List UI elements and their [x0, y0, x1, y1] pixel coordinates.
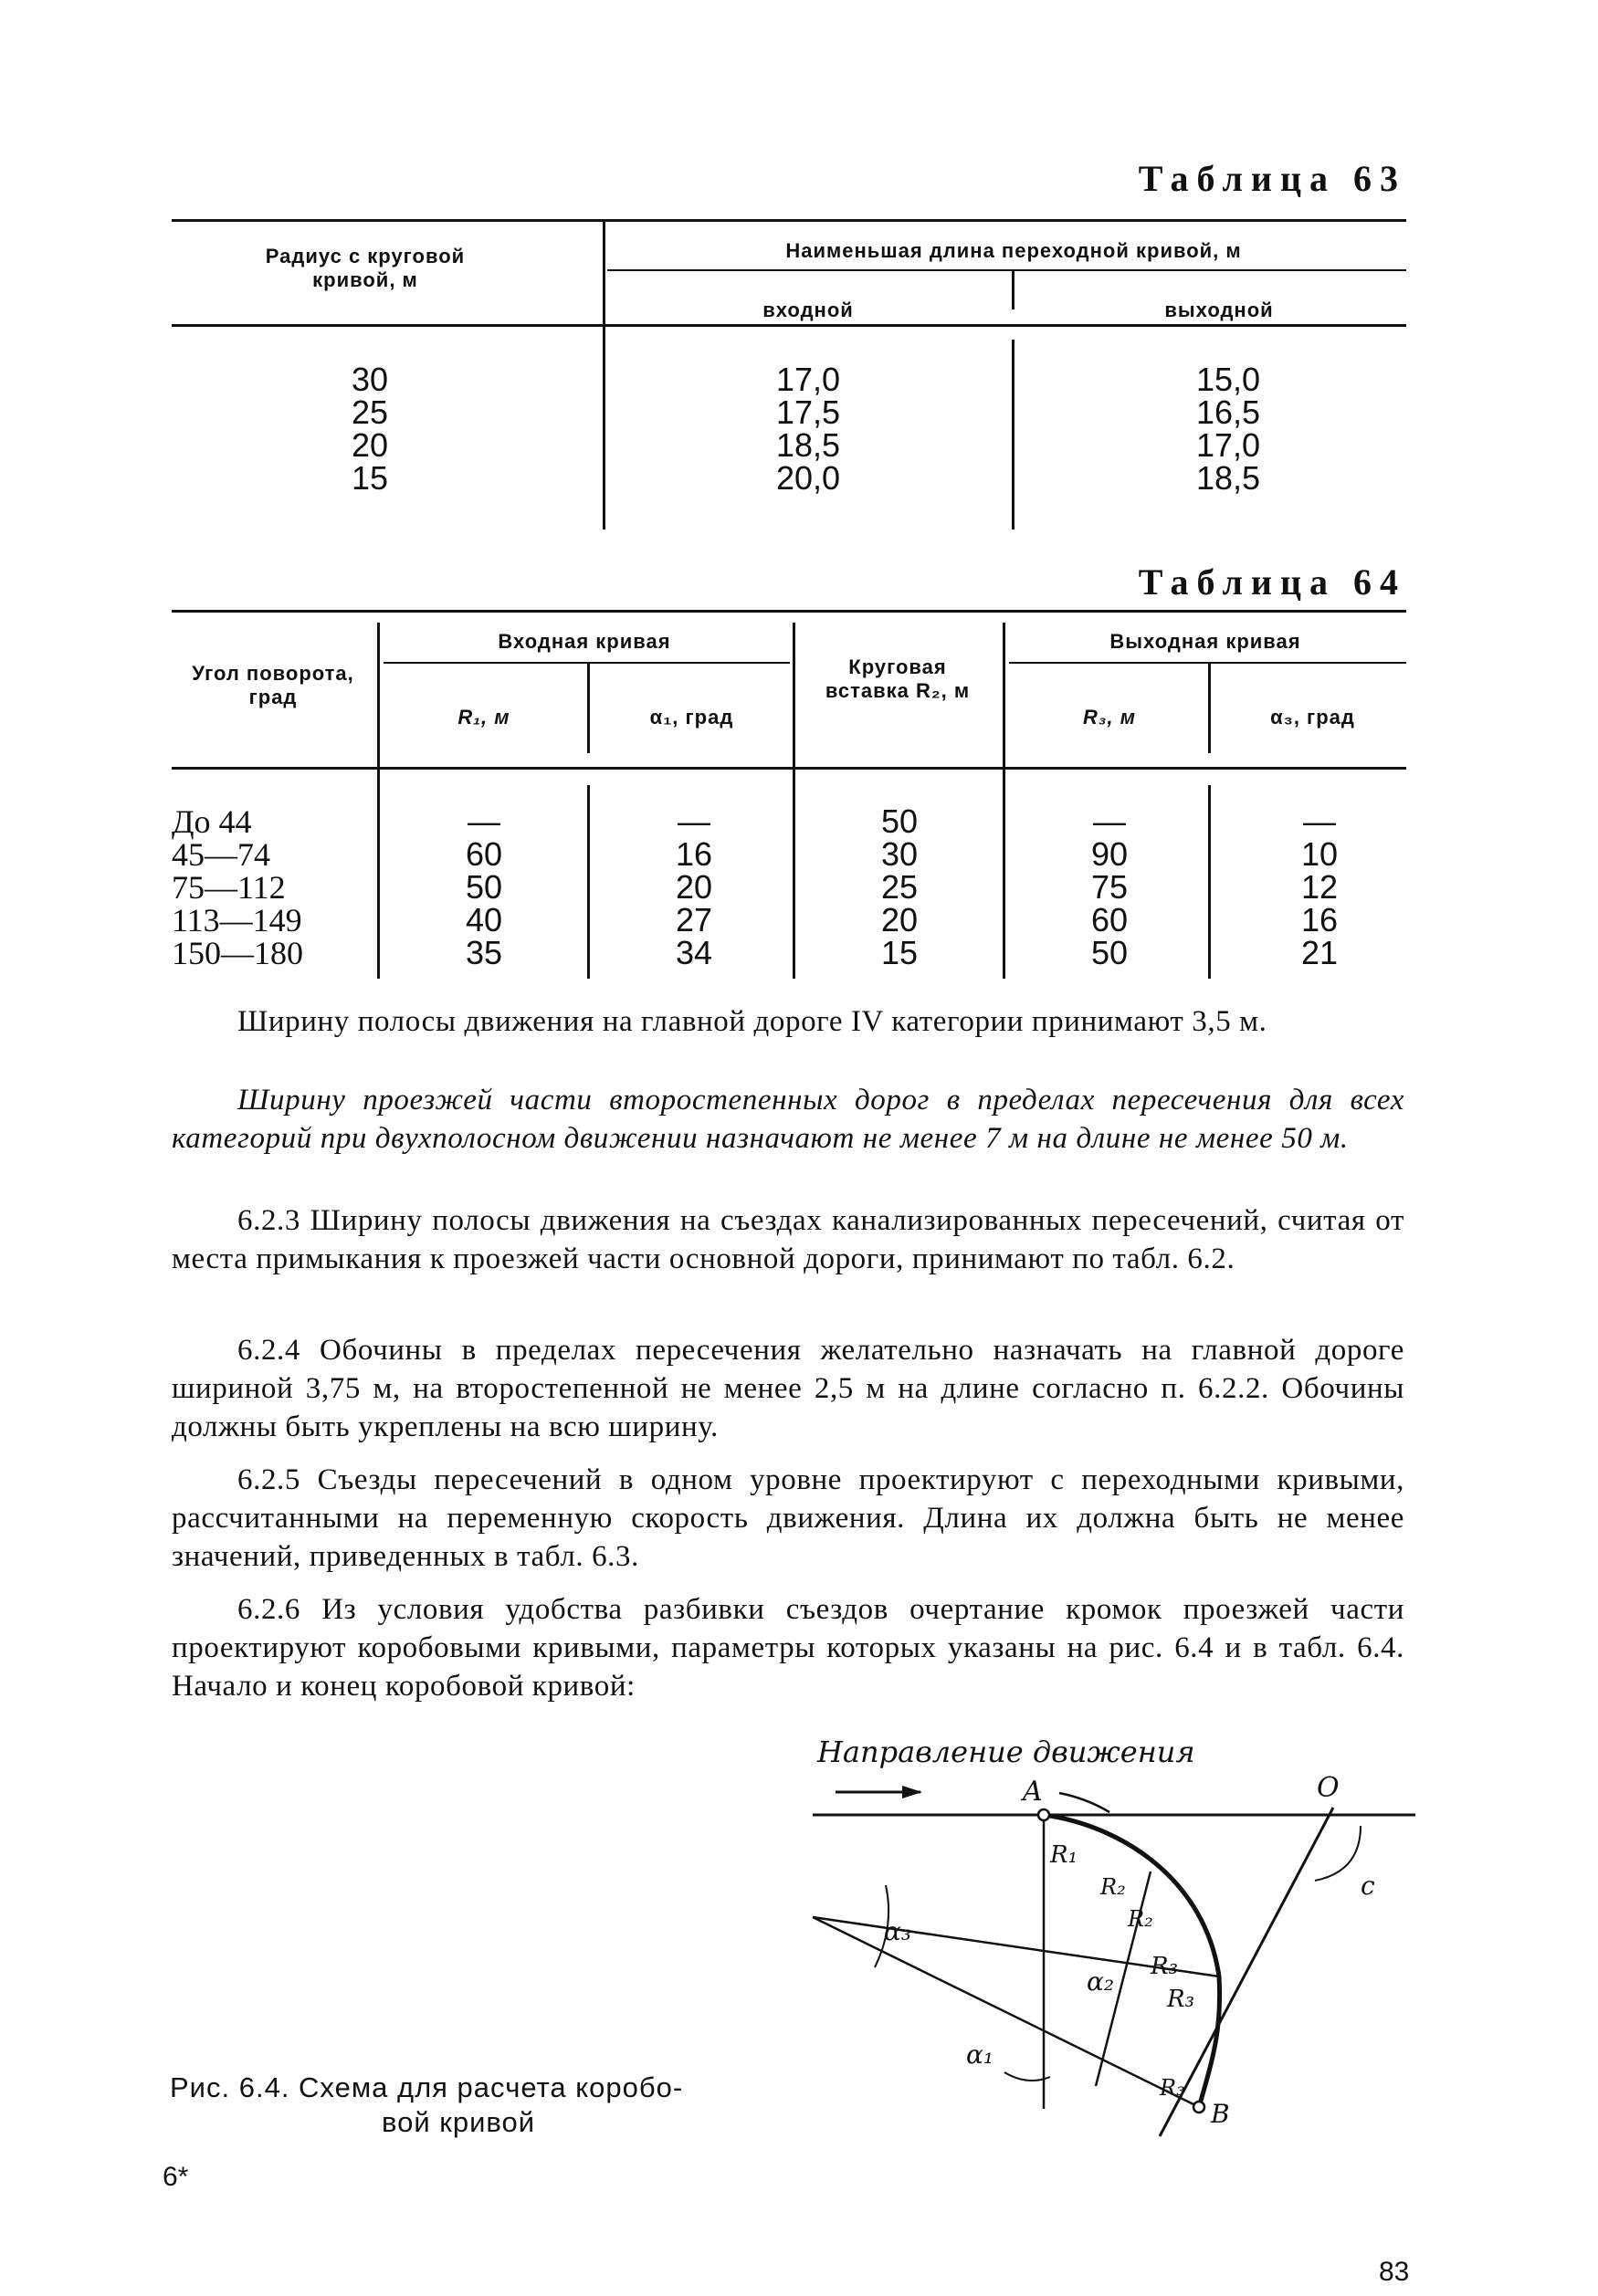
page-number: 83 [1379, 2257, 1410, 2287]
table-cell: 18,5 [775, 426, 841, 464]
table-cell: 20 [351, 426, 389, 464]
table-cell: 18,5 [1195, 459, 1261, 497]
r3-label-b: R₃ [1167, 1986, 1194, 2013]
alpha2-label: α₂ [1087, 1966, 1115, 1997]
table-64-header-a1: α₁, град [649, 706, 734, 729]
table-64-col-angle [172, 805, 373, 970]
direction-label: Направление движения [817, 1735, 1195, 1769]
alpha3-label: α₃ [884, 1916, 912, 1946]
table-cell: 30 [880, 835, 919, 873]
table-63-subheader-rule [607, 269, 1406, 271]
table-cell: 34 [675, 934, 713, 971]
table-cell: 60 [465, 835, 503, 873]
table-cell: 113—149 [172, 902, 302, 938]
table-cell: 20 [880, 901, 919, 938]
table-cell: 16 [675, 835, 713, 873]
arrow-near-a [1059, 1793, 1109, 1812]
table-64-header-angle: Угол поворота, град [192, 662, 354, 708]
r3-label-a: R₃ [1151, 1953, 1178, 1980]
table-64-col-a1 [648, 802, 740, 971]
table-cell: 150—180 [172, 935, 303, 971]
figure-caption-line-2: вой кривой [382, 2106, 536, 2138]
table-64-divider [587, 785, 590, 979]
table-63-divider-3 [1012, 340, 1015, 529]
table-64-header-rule [172, 767, 1406, 770]
table-cell: 50 [465, 868, 503, 906]
table-64-header-a3: α₃, град [1270, 706, 1355, 729]
table-cell: 15 [351, 459, 389, 497]
paragraph-lane-width: Ширину полосы движения на главной дороге IV категории принимают 3,5 м. [237, 1005, 1267, 1038]
direction-arrow-head [902, 1786, 922, 1798]
table-cell: 21 [1300, 934, 1339, 971]
table-cell: 16,5 [1195, 393, 1261, 431]
table-64-divider [1208, 664, 1211, 753]
table-63-header-min-length: Наименьшая длина переходной кривой, м [785, 239, 1242, 262]
figure-compound-curve [785, 1725, 1415, 2164]
r2-label-a: R₂ [1100, 1874, 1126, 1900]
table-cell: 50 [880, 802, 919, 840]
table-63-col-entry [758, 363, 858, 495]
table-cell: 15 [880, 934, 919, 971]
table-cell: 75—112 [172, 869, 286, 906]
figure-caption [170, 2071, 773, 2140]
table-64-divider [377, 623, 380, 979]
table-cell: 15,0 [1195, 361, 1261, 398]
table-64-col-r3 [1064, 802, 1155, 971]
table-64-caption: Таблица 64 [1138, 561, 1406, 603]
table-cell: 90 [1090, 835, 1129, 873]
table-cell: — [468, 802, 500, 840]
table-63-header-rule [172, 324, 1406, 327]
table-64-header-entry-curve: Входная кривая [498, 630, 671, 653]
table-63-divider-2 [1012, 271, 1015, 309]
table-64-header-r3: R₃, м [1083, 706, 1136, 729]
point-b-marker [1193, 2102, 1204, 2113]
table-64-divider [1208, 785, 1211, 979]
table-cell: 20 [675, 868, 713, 906]
table-64-col-r1 [438, 802, 530, 971]
table-64-col-r2 [854, 802, 945, 971]
paragraph-6-2-5: 6.2.5 Съезды пересечений в одном уровне проектируют с переходными кривыми, рассчитанными на переменную скорость движения. Длина их должна быть не менее значений, приведенных в табл. 6.3. [172, 1463, 1404, 1573]
angle-arc-c [1315, 1826, 1361, 1881]
table-64-col-a3 [1274, 802, 1365, 971]
point-a-marker [1038, 1809, 1049, 1820]
table-cell: 27 [675, 901, 713, 938]
table-63-col-exit [1178, 363, 1278, 495]
table-cell: 60 [1090, 901, 1129, 938]
paragraph-6-2-3: 6.2.3 Ширину полосы движения на съездах канализированных пересечений, считая от места примыкания к проезжей части основной дороги, принимают по табл. 6.2. [172, 1204, 1404, 1275]
point-b-label: B [1211, 2099, 1230, 2129]
table-63-divider-1 [603, 221, 605, 529]
r3-label-c: R₃ [1160, 2075, 1185, 2101]
table-cell: 40 [465, 901, 503, 938]
point-o-label: O [1317, 1772, 1340, 1804]
table-cell: 20,0 [775, 459, 841, 497]
table-cell: 25 [880, 868, 919, 906]
table-63-header-exit: выходной [1164, 299, 1274, 321]
table-cell: 17,0 [775, 361, 841, 398]
figure-caption-line-1: Рис. 6.4. Схема для расчета коробо- [170, 2071, 684, 2103]
table-cell: 35 [465, 934, 503, 971]
table-cell: — [678, 802, 710, 840]
table-64-header-exit-curve: Выходная кривая [1109, 630, 1301, 653]
table-63-header-entry: входной [762, 299, 854, 321]
signature-mark: 6* [163, 2162, 189, 2192]
table-63-col-radius [329, 363, 411, 495]
alpha1-label: α₁ [966, 2039, 994, 2070]
table-cell: 16 [1300, 901, 1339, 938]
table-63-header-radius: Радиус с круговой кривой, м [265, 245, 466, 291]
paragraph-6-2-4: 6.2.4 Обочины в пределах пересечения желательно назначать на главной дороге шириной 3,75 м, на второстепенной не менее 2,5 м на длине согласно п. 6.2.2. Обочины должны быть укреплены на всю ширину. [172, 1334, 1404, 1443]
table-64-header-circular: Круговая вставка R₂, м [825, 655, 971, 702]
table-cell: 12 [1300, 868, 1339, 906]
table-cell: До 44 [172, 803, 252, 840]
table-cell: — [1303, 802, 1336, 840]
table-64-top-rule [172, 610, 1406, 613]
r2-label-b: R₂ [1128, 1906, 1153, 1932]
table-cell: 17,0 [1195, 426, 1261, 464]
angle-c-label: c [1361, 1871, 1375, 1901]
table-63-top-rule [172, 219, 1406, 222]
point-a-label: A [1023, 1776, 1043, 1808]
table-64-divider [1003, 623, 1005, 979]
table-64-divider [793, 623, 795, 979]
table-cell: 10 [1300, 835, 1339, 873]
table-cell: 17,5 [775, 393, 841, 431]
table-64-header-r1: R₁, м [457, 706, 510, 729]
table-64-divider [587, 664, 590, 753]
paragraph-secondary-roads: Ширину проезжей части второстепенных дорог в пределах пересечения для всех категорий при двухполосном движении назначают не менее 7 м на длине не менее 50 м. [172, 1084, 1404, 1155]
r1-label: R₁ [1050, 1841, 1078, 1869]
table-cell: — [1093, 802, 1126, 840]
table-cell: 45—74 [172, 836, 270, 873]
table-63-caption: Таблица 63 [1138, 158, 1406, 199]
table-cell: 30 [351, 361, 389, 398]
table-cell: 25 [351, 393, 389, 431]
paragraph-6-2-6: 6.2.6 Из условия удобства разбивки съездов очертание кромок проезжей части проектируют коробовыми кривыми, параметры которых указаны на рис. 6.4 и в табл. 6.4. Начало и конец коробовой кривой: [172, 1593, 1404, 1703]
table-cell: 75 [1090, 868, 1129, 906]
table-cell: 50 [1090, 934, 1129, 971]
